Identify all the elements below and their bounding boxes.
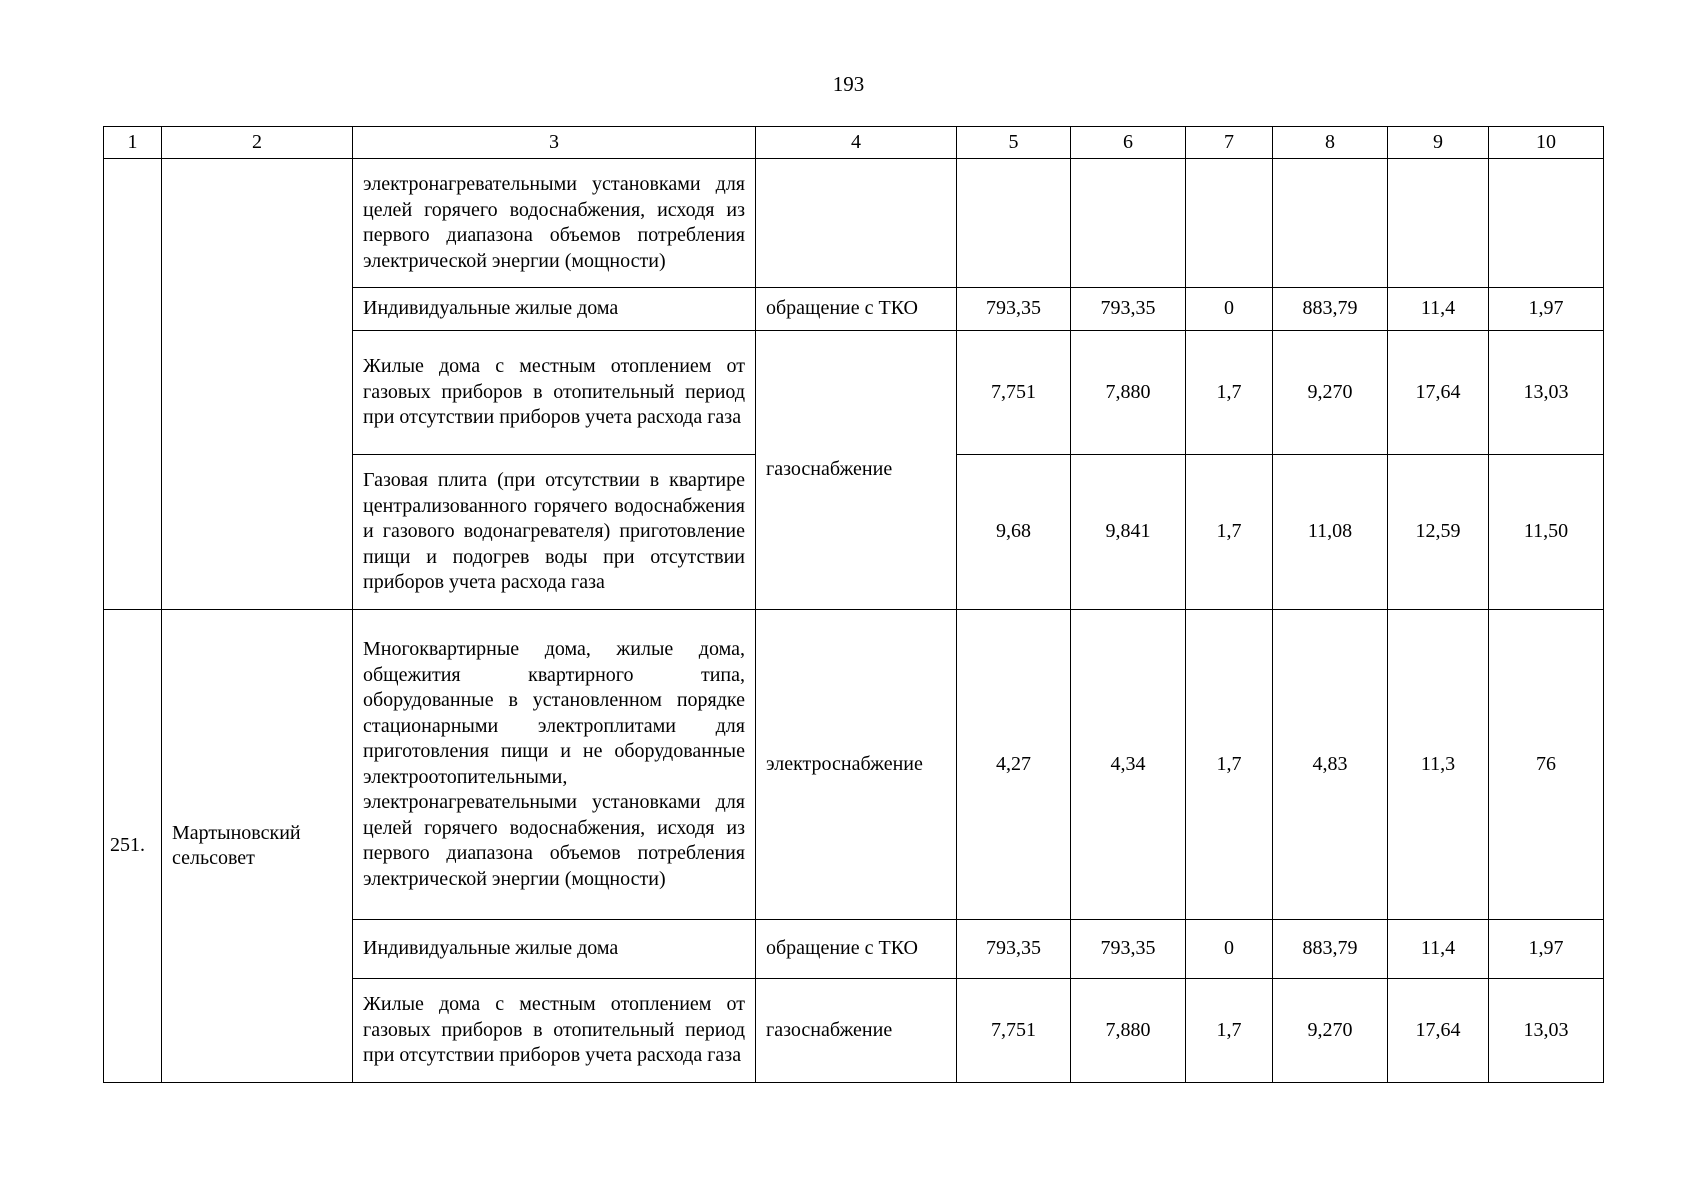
value-cell: 1,7 — [1186, 610, 1273, 920]
table-row — [104, 610, 1604, 920]
header-cell: 9 — [1388, 127, 1489, 159]
value-cell: 793,35 — [957, 288, 1071, 331]
value-cell: 13,03 — [1489, 331, 1604, 455]
table-row — [104, 159, 1604, 288]
header-cell: 6 — [1071, 127, 1186, 159]
value-cell: 793,35 — [1071, 920, 1186, 979]
value-cell: 1,7 — [1186, 979, 1273, 1083]
category-cell: Многоквартирные дома, жилые дома, общежития квартирного типа, оборудованные в установленном порядке стационарными электроплитами для приготовления пищи и не оборудованные электроотопительными, электронагревательными установками для целей горячего водоснабжения, исходя из первого диапазона объемов потребления электрической энергии (мощности) — [353, 610, 756, 920]
category-cell: Газовая плита (при отсутствии в квартире централизованного горячего водоснабжения и газового водонагревателя) приготовление пищи и подогрев воды при отсутствии приборов учета расхода газа — [353, 455, 756, 610]
value-cell: 1,97 — [1489, 920, 1604, 979]
value-cell: 7,751 — [957, 979, 1071, 1083]
value-cell: 12,59 — [1388, 455, 1489, 610]
page-number: 193 — [832, 72, 865, 96]
value-cell: 9,270 — [1273, 331, 1388, 455]
category-cell: Жилые дома с местным отоплением от газовых приборов в отопительный период при отсутствии приборов учета расхода газа — [353, 331, 756, 455]
category-cell: Индивидуальные жилые дома — [353, 920, 756, 979]
index-cell: 251. — [104, 610, 162, 1083]
service-cell: газоснабжение — [756, 331, 957, 610]
value-cell: 793,35 — [1071, 288, 1186, 331]
municipality-cell — [162, 159, 353, 610]
header-cell: 5 — [957, 127, 1071, 159]
value-cell: 883,79 — [1273, 288, 1388, 331]
value-cell: 7,880 — [1071, 979, 1186, 1083]
header-cell: 10 — [1489, 127, 1604, 159]
value-cell: 9,68 — [957, 455, 1071, 610]
value-cell — [1489, 159, 1604, 288]
value-cell: 11,4 — [1388, 920, 1489, 979]
value-cell: 793,35 — [957, 920, 1071, 979]
value-cell: 0 — [1186, 288, 1273, 331]
service-cell — [756, 159, 957, 288]
header-cell: 7 — [1186, 127, 1273, 159]
value-cell: 11,4 — [1388, 288, 1489, 331]
header-row — [104, 127, 1604, 159]
service-cell: обращение с ТКО — [756, 288, 957, 331]
value-cell — [1186, 159, 1273, 288]
category-cell: Индивидуальные жилые дома — [353, 288, 756, 331]
index-cell — [104, 159, 162, 610]
header-cell: 2 — [162, 127, 353, 159]
header-cell: 1 — [104, 127, 162, 159]
value-cell — [1388, 159, 1489, 288]
value-cell — [957, 159, 1071, 288]
municipality-cell: Мартыновский сельсовет — [162, 610, 353, 1083]
data-table — [103, 126, 1604, 1083]
value-cell: 17,64 — [1388, 331, 1489, 455]
value-cell: 1,7 — [1186, 455, 1273, 610]
value-cell: 7,880 — [1071, 331, 1186, 455]
header-cell: 3 — [353, 127, 756, 159]
value-cell: 883,79 — [1273, 920, 1388, 979]
category-cell: Жилые дома с местным отоплением от газовых приборов в отопительный период при отсутствии приборов учета расхода газа — [353, 979, 756, 1083]
value-cell: 4,34 — [1071, 610, 1186, 920]
value-cell — [1273, 159, 1388, 288]
service-cell: обращение с ТКО — [756, 920, 957, 979]
value-cell: 1,97 — [1489, 288, 1604, 331]
value-cell: 9,841 — [1071, 455, 1186, 610]
value-cell: 11,3 — [1388, 610, 1489, 920]
value-cell — [1071, 159, 1186, 288]
category-cell: электронагревательными установками для целей горячего водоснабжения, исходя из первого диапазона объемов потребления электрической энергии (мощности) — [353, 159, 756, 288]
value-cell: 11,08 — [1273, 455, 1388, 610]
value-cell: 76 — [1489, 610, 1604, 920]
value-cell: 1,7 — [1186, 331, 1273, 455]
value-cell: 17,64 — [1388, 979, 1489, 1083]
value-cell: 4,83 — [1273, 610, 1388, 920]
value-cell: 11,50 — [1489, 455, 1604, 610]
service-cell: газоснабжение — [756, 979, 957, 1083]
value-cell: 13,03 — [1489, 979, 1604, 1083]
value-cell: 0 — [1186, 920, 1273, 979]
header-cell: 4 — [756, 127, 957, 159]
value-cell: 9,270 — [1273, 979, 1388, 1083]
value-cell: 4,27 — [957, 610, 1071, 920]
value-cell: 7,751 — [957, 331, 1071, 455]
header-cell: 8 — [1273, 127, 1388, 159]
service-cell: электроснабжение — [756, 610, 957, 920]
